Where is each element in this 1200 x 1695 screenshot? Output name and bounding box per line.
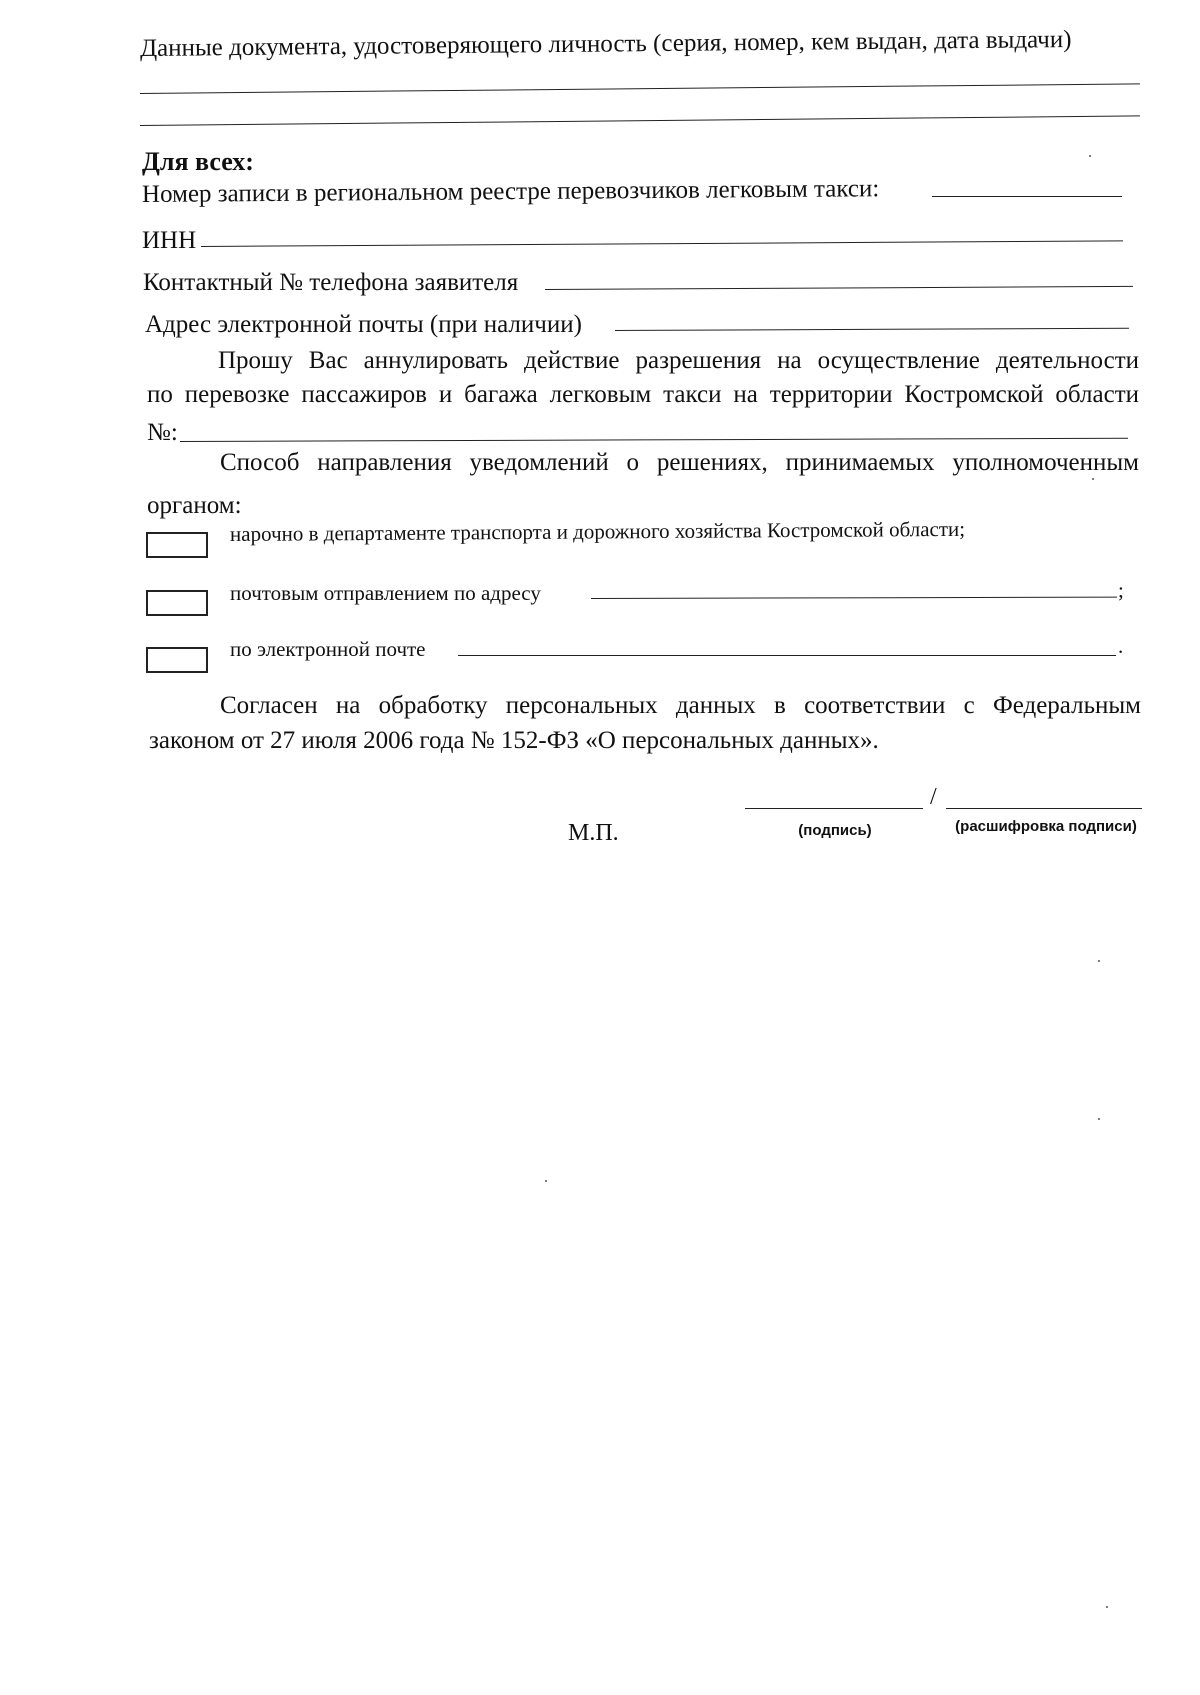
- identity-line-1[interactable]: [140, 83, 1140, 94]
- identity-document-label: Данные документа, удостоверяющего личность (серия, номер, кем выдан, дата выдачи): [139, 26, 1072, 62]
- scan-speck: [1106, 1606, 1108, 1608]
- option-email-checkbox[interactable]: [146, 647, 208, 673]
- consent-line-2: законом от 27 июля 2006 года № 152-ФЗ «О персональных данных».: [149, 727, 879, 754]
- scan-speck: [1098, 960, 1100, 962]
- request-line-1: Прошу Вас аннулировать действие разрешения на осуществление деятельности: [218, 347, 1139, 374]
- consent-line-1: Согласен на обработку персональных данных в соответствии с Федеральным: [220, 692, 1141, 719]
- notification-line-1: Способ направления уведомлений о решениях, принимаемых уполномоченным: [220, 449, 1139, 476]
- request-line-2: по перевозке пассажиров и багажа легковым такси на территории Костромской области: [147, 381, 1139, 408]
- scan-speck: [1089, 155, 1091, 157]
- option-in-person-label: нарочно в департаменте транспорта и дорожного хозяйства Костромской области;: [229, 516, 966, 546]
- email-label: Адрес электронной почты (при наличии): [145, 311, 582, 338]
- signature-field[interactable]: [745, 808, 923, 809]
- option-post-suffix: ;: [1118, 578, 1124, 602]
- scan-speck: [1092, 478, 1094, 480]
- phone-label: Контактный № телефона заявителя: [143, 269, 519, 296]
- scan-speck: [1098, 1118, 1100, 1120]
- option-post-label: почтовым отправлением по адресу: [230, 581, 541, 605]
- signature-separator: /: [930, 784, 937, 810]
- identity-line-2[interactable]: [140, 115, 1140, 126]
- stamp-label: М.П.: [568, 820, 619, 846]
- for-all-heading: Для всех:: [142, 147, 254, 176]
- phone-field[interactable]: [545, 286, 1133, 290]
- option-email-label: по электронной почте: [230, 637, 426, 661]
- postal-address-field[interactable]: [591, 597, 1117, 599]
- notification-line-2: органом:: [147, 492, 242, 519]
- email-field[interactable]: [615, 328, 1129, 331]
- option-post-checkbox[interactable]: [146, 590, 208, 616]
- signature-decoding-field[interactable]: [946, 808, 1142, 809]
- option-email-suffix: .: [1118, 634, 1124, 658]
- permit-number-label: №:: [147, 419, 178, 446]
- inn-field[interactable]: [201, 240, 1123, 247]
- registry-number-field[interactable]: [932, 196, 1122, 197]
- registry-number-label: Номер записи в региональном реестре перевозчиков легковым такси:: [141, 175, 880, 208]
- inn-label: ИНН: [142, 227, 197, 254]
- signature-decoding-caption: (расшифровка подписи): [955, 818, 1137, 835]
- scan-speck: [545, 1180, 547, 1182]
- notification-email-field[interactable]: [458, 655, 1116, 656]
- option-in-person-checkbox[interactable]: [146, 532, 208, 558]
- signature-caption: (подпись): [798, 822, 872, 839]
- permit-number-field[interactable]: [180, 438, 1128, 442]
